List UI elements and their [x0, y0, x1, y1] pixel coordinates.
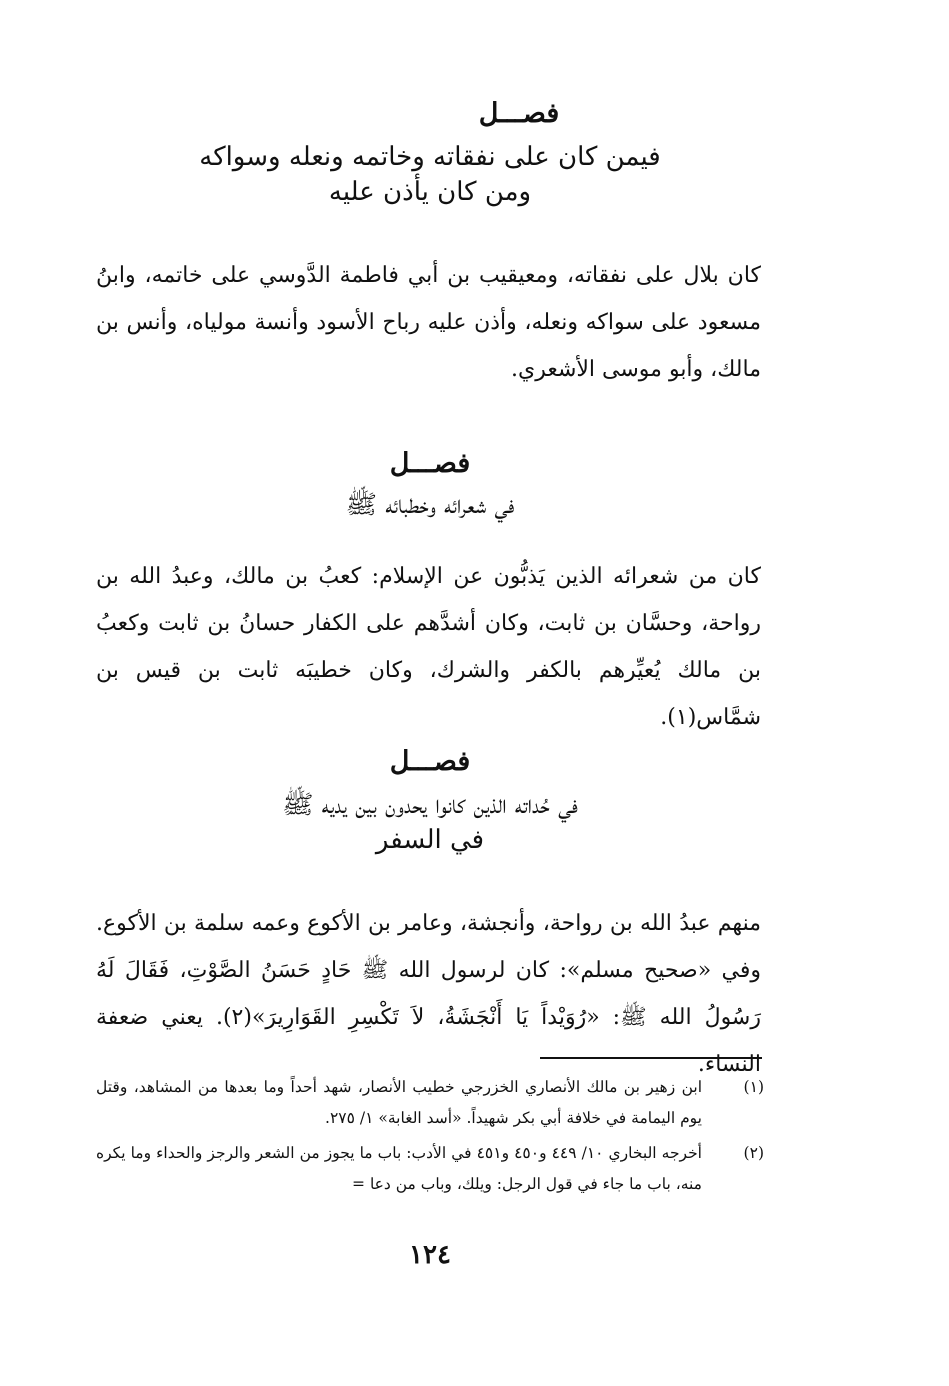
footnote-text: أخرجه البخاري ١٠/ ٤٤٩ و٤٥٠ و٤٥١ في الأدب: باب ما يجوز من الشعر والرجز والحداء وما يكره منه، باب ما جاء في قول الرجل: ويلك، وباب من دعا =: [96, 1144, 702, 1193]
section-heading-label: فصـــل: [478, 98, 560, 129]
page-number: ١٢٤: [409, 1240, 451, 1270]
section-1-paragraph: كان بلال على نفقاته، ومعيقيب بن أبي فاطمة الدَّوسي على خاتمه، وابنُ مسعود على سواكه ونعله، وأذن عليه رباح الأسود وأنسة مولياه، وأنس بن مالك، وأبو موسى الأشعري.: [96, 263, 761, 382]
section-3-heading: [0, 748, 860, 775]
footnote-2: [96, 1138, 764, 1200]
footnote-separator: [540, 1057, 762, 1059]
subtitle-line: في شعرائه وخطبائه ﷺ: [345, 490, 515, 520]
subtitle-line: فيمن كان على نفقاته وخاتمه ونعله وسواكه: [199, 142, 661, 172]
subtitle-line: في حُداته الذين كانوا يحدون بين يديه ﷺ: [282, 790, 578, 820]
section-3-paragraph: منهم عبدُ الله بن رواحة، وأنجشة، وعامر بن الأكوع وعمه سلمة بن الأكوع. وفي «صحيح مسلم»: كان لرسول الله ﷺ حَادٍ حَسَنُ الصَّوْتِ، فَقَالَ لَهُ رَسُولُ الله ﷺ: «رُوَيْداً يَا أَنْجَشَةُ، لاَ تَكْسِرِ القَوَارِيرَ»(٢). يعني ضعفة النساء.: [96, 911, 761, 1077]
footnote-number: (٢): [743, 1144, 764, 1162]
section-3-subtitle: [0, 788, 860, 858]
footnote-text: ابن زهير بن مالك الأنصاري الخزرجي خطيب الأنصار، شهد أحداً وما بعدها من المشاهد، وقتل يوم اليمامة في خلافة أبي بكر شهيداً. «أسد الغابة» ١/ ٢٧٥.: [96, 1078, 702, 1127]
section-2-heading: [0, 450, 860, 477]
subtitle-line: ومن كان يأذن عليه: [328, 177, 532, 208]
section-1-heading: [0, 100, 949, 127]
section-1-subtitle: [0, 140, 860, 210]
footnotes: [96, 1072, 764, 1200]
subtitle-line: في السفر: [375, 825, 485, 856]
section-2-paragraph: كان من شعرائه الذين يَذبُّون عن الإسلام: كعبُ بن مالك، وعبدُ الله بن رواحة، وحسَّان بن ثابت، وكان أشدَّهم على الكفار حسانُ بن ثابت وكعبُ بن مالك يُعيِّرهم بالكفر والشرك، وكان خطيبَه ثابت بن قيس بن شمَّاس(١).: [96, 564, 761, 730]
footnote-number: (١): [743, 1078, 764, 1096]
footnote-1: [96, 1072, 764, 1134]
section-heading-label: فصـــل: [389, 448, 471, 479]
section-heading-label: فصـــل: [389, 746, 471, 777]
section-2-subtitle: [0, 488, 860, 523]
